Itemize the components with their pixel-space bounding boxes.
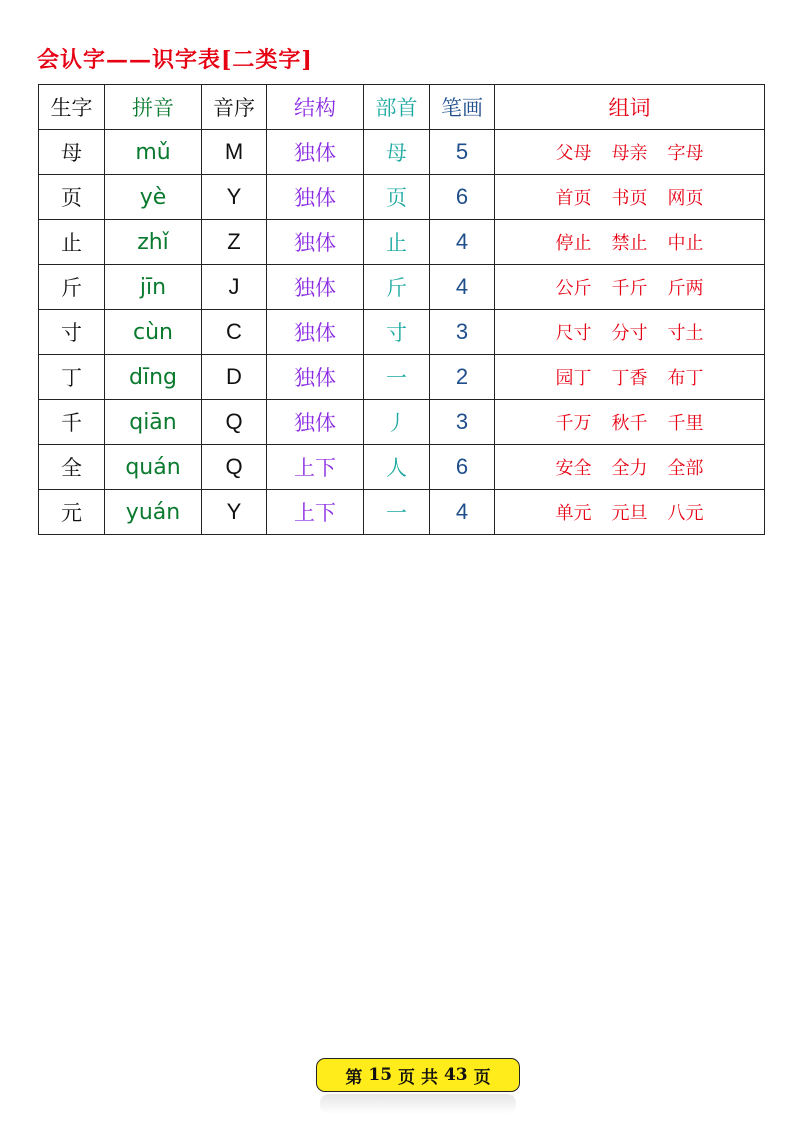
cell-structure: 上下 [267, 490, 364, 535]
header-structure: 结构 [267, 85, 364, 130]
cell-structure: 独体 [267, 175, 364, 220]
cell-strokes: 2 [430, 355, 495, 400]
cell-words [495, 400, 765, 445]
cell-strokes: 6 [430, 175, 495, 220]
cell-strokes: 4 [430, 220, 495, 265]
footer-total-pages: 43 [443, 1065, 468, 1085]
word-item: 单元 [555, 503, 592, 524]
table-row [39, 265, 765, 310]
cell-char: 元 [39, 490, 105, 535]
cell-order: C [202, 310, 267, 355]
page-indicator [316, 1058, 520, 1092]
cell-structure: 独体 [267, 265, 364, 310]
cell-radical: 页 [364, 175, 430, 220]
cell-structure: 独体 [267, 355, 364, 400]
word-item: 八元 [667, 503, 704, 524]
cell-radical: 一 [364, 355, 430, 400]
header-words: 组词 [495, 85, 765, 130]
cell-char: 止 [39, 220, 105, 265]
cell-words [495, 355, 765, 400]
header-pinyin: 拼音 [105, 85, 202, 130]
footer-page-number: 15 [368, 1065, 393, 1085]
cell-order: Y [202, 175, 267, 220]
cell-radical: 丿 [364, 400, 430, 445]
cell-words [495, 445, 765, 490]
word-item: 母亲 [611, 143, 648, 164]
cell-strokes: 5 [430, 130, 495, 175]
cell-order: M [202, 130, 267, 175]
footer-middle: 页 共 [398, 1067, 438, 1088]
table-body [39, 130, 765, 535]
cell-radical: 母 [364, 130, 430, 175]
cell-words [495, 265, 765, 310]
table-row [39, 310, 765, 355]
cell-char: 母 [39, 130, 105, 175]
cell-structure: 独体 [267, 400, 364, 445]
cell-words [495, 175, 765, 220]
table-row [39, 355, 765, 400]
word-item: 中止 [667, 233, 704, 254]
cell-pinyin: mǔ [105, 130, 202, 175]
word-item: 秋千 [611, 413, 648, 434]
cell-pinyin: yuán [105, 490, 202, 535]
word-item: 停止 [555, 233, 592, 254]
word-item: 首页 [555, 188, 592, 209]
cell-char: 斤 [39, 265, 105, 310]
cell-char: 寸 [39, 310, 105, 355]
cell-pinyin: dīng [105, 355, 202, 400]
cell-words [495, 310, 765, 355]
table-row [39, 130, 765, 175]
cell-pinyin: quán [105, 445, 202, 490]
cell-structure: 独体 [267, 220, 364, 265]
cell-strokes: 4 [430, 490, 495, 535]
header-char: 生字 [39, 85, 105, 130]
cell-radical: 斤 [364, 265, 430, 310]
word-item: 布丁 [667, 368, 704, 389]
word-item: 字母 [667, 143, 704, 164]
cell-order: D [202, 355, 267, 400]
footer-suffix: 页 [473, 1067, 491, 1088]
table-row [39, 445, 765, 490]
cell-char: 丁 [39, 355, 105, 400]
page-title: 会认字——识字表[二类字] [37, 47, 313, 73]
word-item: 安全 [555, 458, 592, 479]
footer-reflection [320, 1094, 516, 1114]
cell-char: 页 [39, 175, 105, 220]
table-row [39, 490, 765, 535]
word-item: 斤两 [667, 278, 704, 299]
word-item: 父母 [555, 143, 592, 164]
word-item: 寸土 [667, 323, 704, 344]
word-item: 千万 [555, 413, 592, 434]
word-item: 元旦 [611, 503, 648, 524]
word-item: 书页 [611, 188, 648, 209]
cell-pinyin: jīn [105, 265, 202, 310]
cell-char: 全 [39, 445, 105, 490]
table-row [39, 175, 765, 220]
word-item: 分寸 [611, 323, 648, 344]
cell-words [495, 130, 765, 175]
cell-order: Z [202, 220, 267, 265]
footer-prefix: 第 [345, 1067, 363, 1088]
cell-strokes: 4 [430, 265, 495, 310]
cell-structure: 独体 [267, 310, 364, 355]
character-table [38, 84, 765, 535]
cell-strokes: 3 [430, 310, 495, 355]
header-order: 音序 [202, 85, 267, 130]
cell-strokes: 6 [430, 445, 495, 490]
word-item: 公斤 [555, 278, 592, 299]
word-item: 网页 [667, 188, 704, 209]
word-item: 丁香 [611, 368, 648, 389]
cell-words [495, 220, 765, 265]
cell-radical: 人 [364, 445, 430, 490]
table-row [39, 400, 765, 445]
cell-order: J [202, 265, 267, 310]
table-row [39, 220, 765, 265]
word-item: 千斤 [611, 278, 648, 299]
header-radical: 部首 [364, 85, 430, 130]
word-item: 全力 [611, 458, 648, 479]
cell-order: Q [202, 445, 267, 490]
cell-strokes: 3 [430, 400, 495, 445]
word-item: 园丁 [555, 368, 592, 389]
table-header-row [39, 85, 765, 130]
cell-order: Q [202, 400, 267, 445]
word-item: 禁止 [611, 233, 648, 254]
cell-radical: 寸 [364, 310, 430, 355]
cell-pinyin: cùn [105, 310, 202, 355]
cell-pinyin: zhǐ [105, 220, 202, 265]
word-item: 尺寸 [555, 323, 592, 344]
word-item: 千里 [667, 413, 704, 434]
cell-char: 千 [39, 400, 105, 445]
cell-structure: 独体 [267, 130, 364, 175]
cell-radical: 一 [364, 490, 430, 535]
cell-order: Y [202, 490, 267, 535]
cell-words [495, 490, 765, 535]
cell-pinyin: yè [105, 175, 202, 220]
cell-radical: 止 [364, 220, 430, 265]
word-item: 全部 [667, 458, 704, 479]
cell-structure: 上下 [267, 445, 364, 490]
header-strokes: 笔画 [430, 85, 495, 130]
cell-pinyin: qiān [105, 400, 202, 445]
